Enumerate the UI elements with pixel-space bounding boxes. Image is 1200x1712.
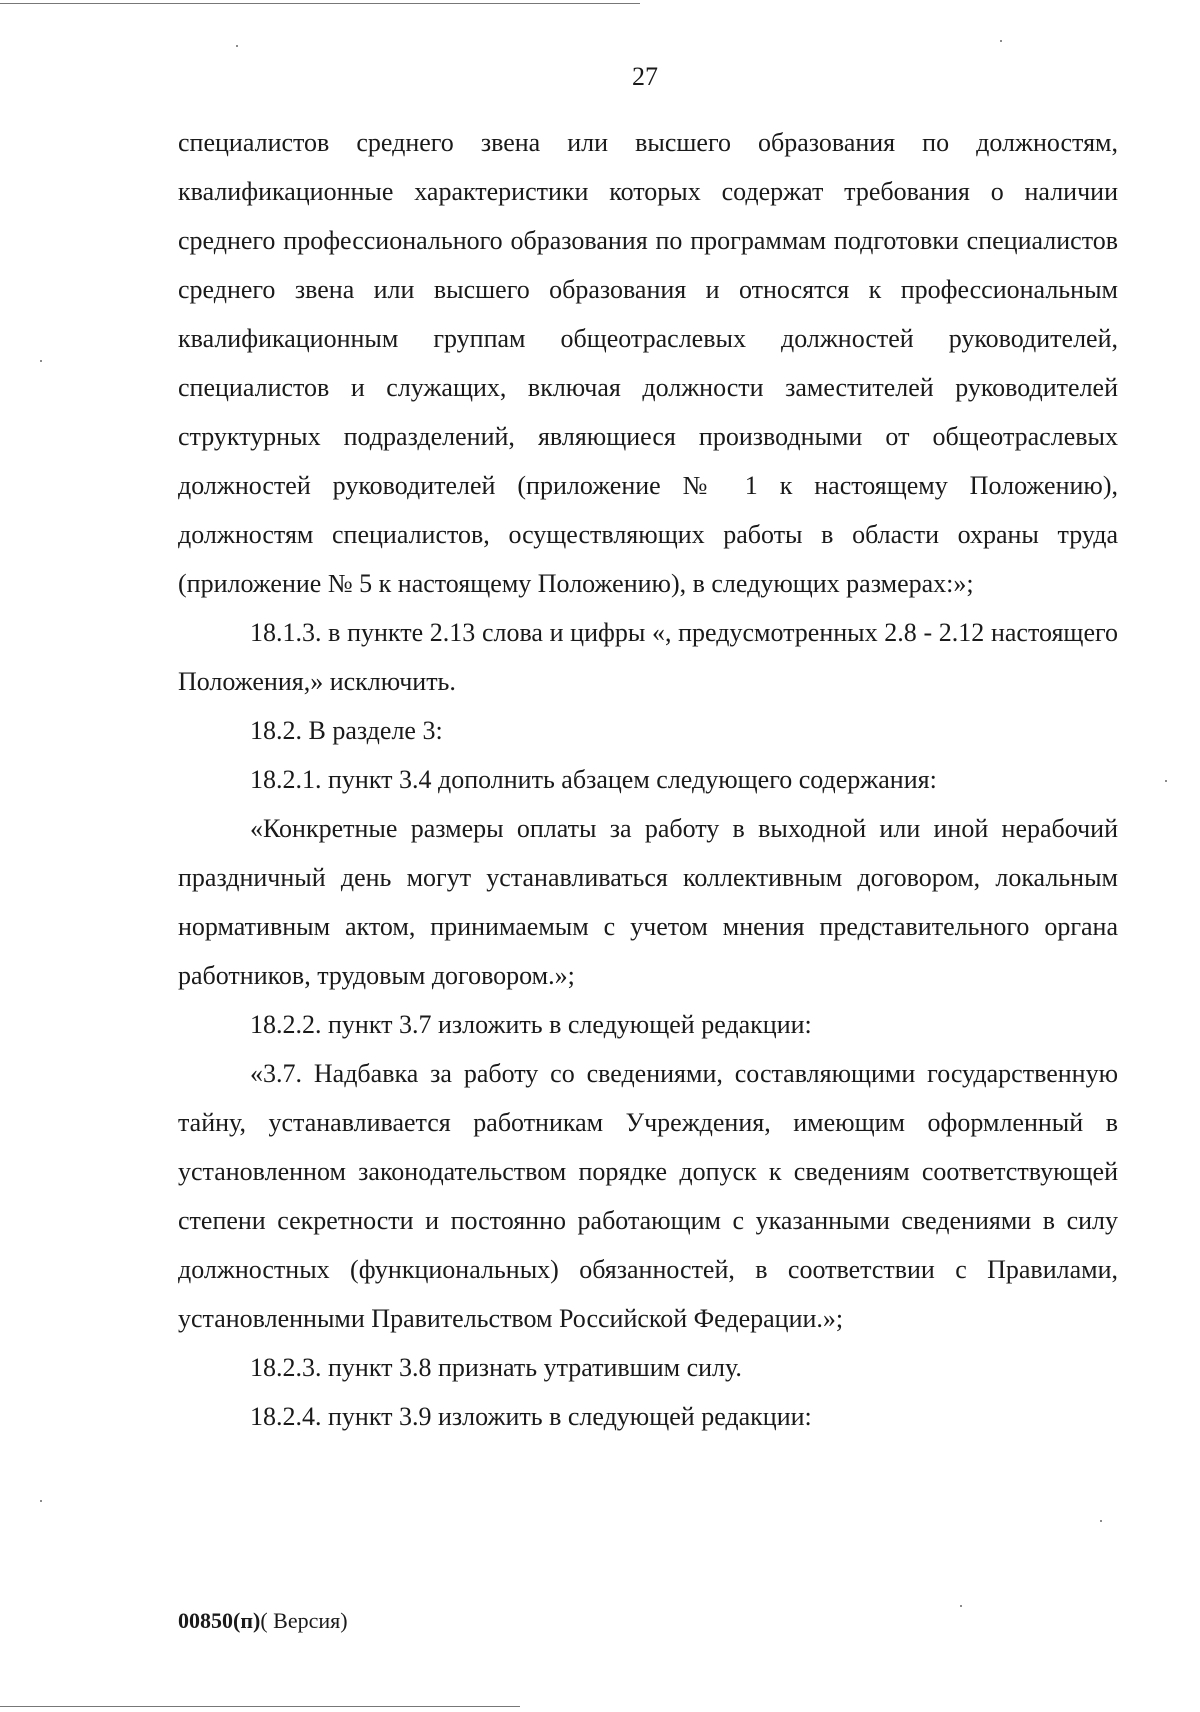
scan-speck (1000, 40, 1002, 42)
scan-edge-bottom (0, 1706, 520, 1707)
document-version: ( Версия) (260, 1608, 348, 1633)
paragraph-18-1-3: 18.1.3. в пункте 2.13 слова и цифры «, предусмотренных 2.8 - 2.12 настоящего Положения,» исключить. (178, 618, 1118, 696)
paragraph-18-2-3: 18.2.3. пункт 3.8 признать утратившим силу. (250, 1353, 742, 1382)
document-footer (178, 1608, 348, 1634)
paragraph-continuation: специалистов среднего звена или высшего образования по должностям, квалификационные характеристики которых содержат требования о наличии среднего профессионального образования по программам подготовки специалистов среднего звена или высшего образования и относятся к профессиональным квалификационным группам общеотраслевых должностей руководителей, специалистов и служащих, включая должности заместителей руководителей структурных подразделений, являющиеся производными от общеотраслевых должностей руководителей (приложение № 1 к настоящему Положению), должностям специалистов, осуществляющих работы в области охраны труда (приложение № 5 к настоящему Положению), в следующих размерах:»; (178, 128, 1118, 598)
document-body (178, 118, 1118, 1441)
scan-edge-top (0, 3, 640, 4)
document-code: 00850(п) (178, 1608, 261, 1633)
paragraph-18-2: 18.2. В разделе 3: (250, 716, 443, 745)
paragraph-18-2-2: 18.2.2. пункт 3.7 изложить в следующей редакции: (250, 1010, 812, 1039)
scan-speck (1100, 1520, 1102, 1522)
scan-speck (960, 1605, 962, 1607)
paragraph-quote-3-4: «Конкретные размеры оплаты за работу в выходной или иной нерабочий праздничный день могут устанавливаться коллективным договором, локальным нормативным актом, принимаемым с учетом мнения представительного органа работников, трудовым договором.»; (178, 814, 1118, 990)
scan-speck (40, 1500, 42, 1502)
page-number: 27 (632, 62, 658, 91)
paragraph-18-2-4: 18.2.4. пункт 3.9 изложить в следующей редакции: (250, 1402, 812, 1431)
paragraph-18-2-1: 18.2.1. пункт 3.4 дополнить абзацем следующего содержания: (250, 765, 937, 794)
scan-speck (40, 360, 42, 362)
paragraph-quote-3-7: «3.7. Надбавка за работу со сведениями, составляющими государственную тайну, устанавливается работникам Учреждения, имеющим оформленный в установленном законодательством порядке допуск к сведениям соответствующей степени секретности и постоянно работающим с указанными сведениями в силу должностных (функциональных) обязанностей, в соответствии с Правилами, установленными Правительством Российской Федерации.»; (178, 1059, 1118, 1333)
scan-speck (1165, 780, 1167, 782)
scan-speck (236, 45, 238, 47)
